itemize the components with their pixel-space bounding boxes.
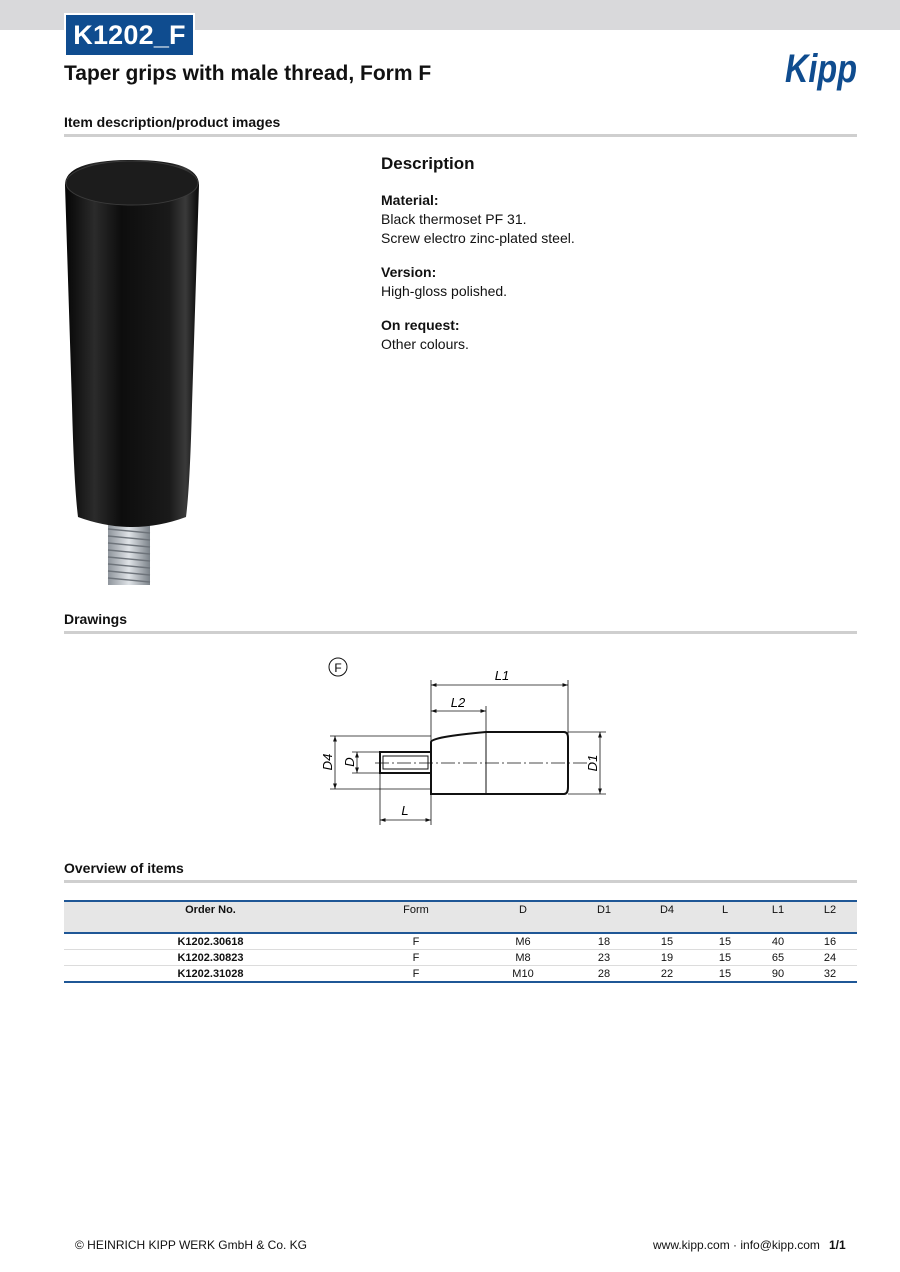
- description-heading: Description: [381, 154, 475, 173]
- cell-l: 15: [697, 966, 753, 983]
- request-block: [381, 316, 851, 354]
- cell-d4: 22: [637, 966, 697, 983]
- thread-stud: [108, 523, 150, 585]
- technical-drawing: [310, 652, 620, 832]
- grip-body: [65, 160, 199, 527]
- material-label: Material:: [381, 192, 439, 208]
- cell-d1: 18: [571, 933, 637, 950]
- cell-form: F: [357, 933, 475, 950]
- cell-form: F: [357, 966, 475, 983]
- col-l1: L1: [753, 901, 803, 920]
- cell-order-no: K1202.31028: [64, 966, 357, 983]
- product-code-badge: K1202_F: [64, 13, 195, 57]
- dim-L1: L1: [494, 668, 510, 683]
- section-rule: [64, 631, 857, 634]
- page-title: Taper grips with male thread, Form F: [64, 62, 432, 85]
- cell-order-no: K1202.30823: [64, 950, 357, 966]
- cell-l1: 40: [753, 933, 803, 950]
- section-rule: [64, 134, 857, 137]
- table-row[interactable]: [64, 966, 857, 983]
- table-row[interactable]: [64, 933, 857, 950]
- cell-l: 15: [697, 950, 753, 966]
- cell-l2: 24: [803, 950, 857, 966]
- material-line-2: Screw electro zinc-plated steel.: [381, 230, 575, 246]
- section-title-images: Item description/product images: [64, 114, 281, 130]
- footer-page-number: 1/1: [829, 1238, 846, 1252]
- section-title-drawings: Drawings: [64, 611, 128, 627]
- request-label: On request:: [381, 317, 460, 333]
- items-table: [64, 900, 857, 983]
- material-block: [381, 191, 851, 248]
- dim-L2: L2: [450, 695, 466, 710]
- version-block: [381, 263, 851, 301]
- cell-d1: 28: [571, 966, 637, 983]
- table-header-row: [64, 901, 857, 920]
- cell-d: M6: [475, 933, 571, 950]
- cell-l2: 32: [803, 966, 857, 983]
- cell-d: M8: [475, 950, 571, 966]
- logo-text: Kipp: [785, 47, 857, 91]
- col-d1: D1: [571, 901, 637, 920]
- col-d: D: [475, 901, 571, 920]
- cell-order-no: K1202.30618: [64, 933, 357, 950]
- section-rule: [64, 880, 857, 883]
- col-order-no: Order No.: [64, 901, 357, 920]
- cell-l1: 65: [753, 950, 803, 966]
- thread-outline: [380, 752, 431, 773]
- cell-d4: 19: [637, 950, 697, 966]
- col-d4: D4: [637, 901, 697, 920]
- kipp-logo: [784, 38, 858, 92]
- product-image: [62, 155, 202, 590]
- dim-D4: D4: [320, 753, 335, 771]
- section-title-overview: Overview of items: [64, 860, 184, 876]
- cell-l: 15: [697, 933, 753, 950]
- dim-L: L: [401, 803, 409, 818]
- col-form: Form: [357, 901, 475, 920]
- form-mark: [329, 658, 347, 676]
- footer-copyright: © HEINRICH KIPP WERK GmbH & Co. KG: [75, 1238, 307, 1252]
- request-text: Other colours.: [381, 336, 469, 352]
- form-mark-text: F: [334, 661, 342, 675]
- cell-l2: 16: [803, 933, 857, 950]
- material-line-1: Black thermoset PF 31.: [381, 211, 527, 227]
- dim-D: D: [342, 757, 357, 767]
- description-panel: [381, 154, 851, 369]
- col-l: L: [697, 901, 753, 920]
- cell-form: F: [357, 950, 475, 966]
- version-text: High-gloss polished.: [381, 283, 508, 299]
- cell-l1: 90: [753, 966, 803, 983]
- dim-D1: D1: [585, 754, 600, 772]
- cell-d: M10: [475, 966, 571, 983]
- col-l2: L2: [803, 901, 857, 920]
- footer-contact[interactable]: www.kipp.com · info@kipp.com: [653, 1238, 820, 1252]
- cell-d4: 15: [637, 933, 697, 950]
- table-row[interactable]: [64, 950, 857, 966]
- cell-d1: 23: [571, 950, 637, 966]
- version-label: Version:: [381, 264, 437, 280]
